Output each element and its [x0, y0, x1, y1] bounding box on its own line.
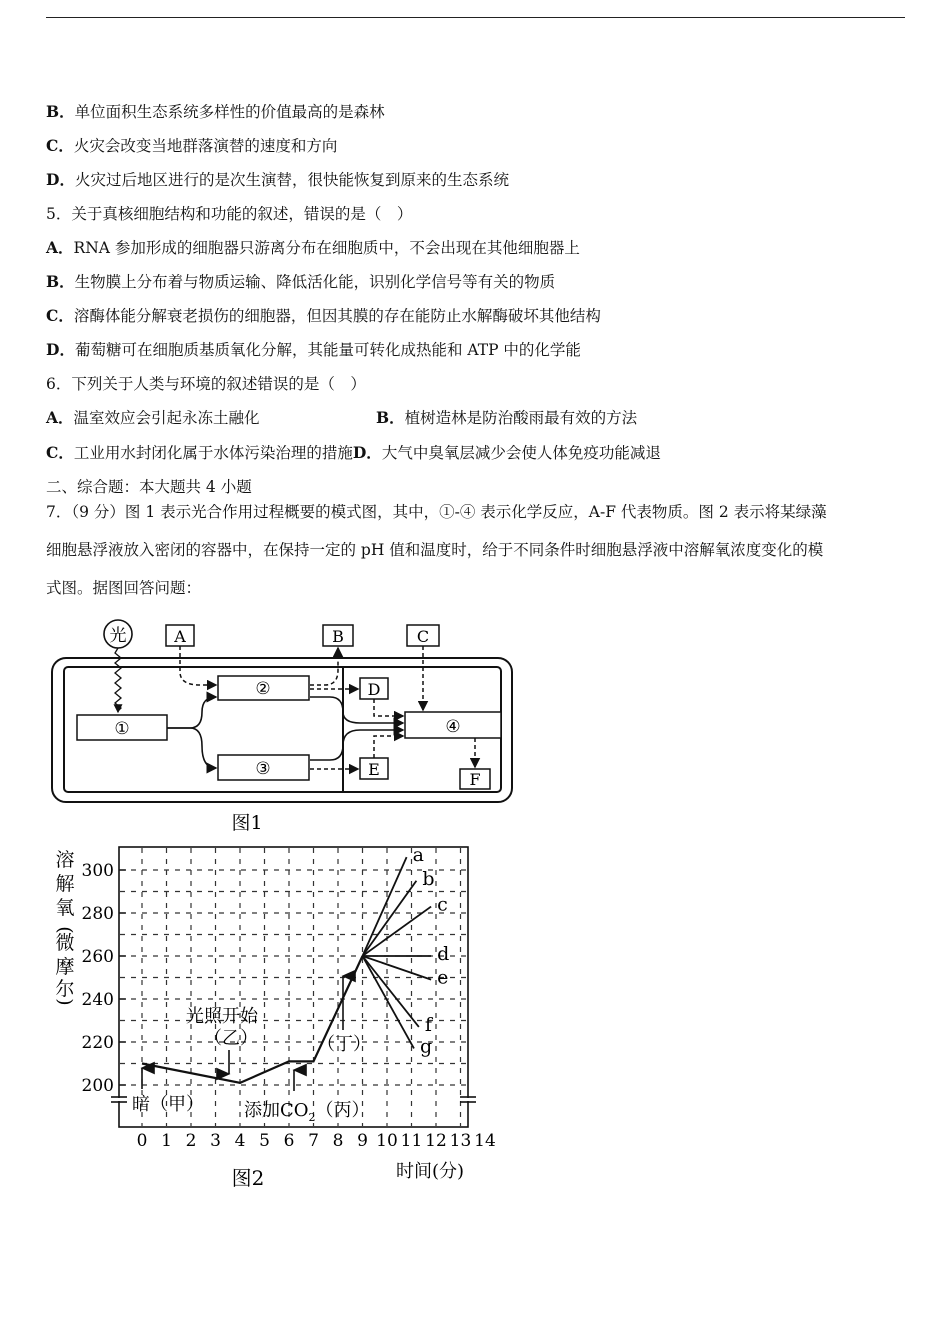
- y-tick-label: 220: [81, 1033, 114, 1053]
- figure-2-caption: 图2: [231, 1166, 265, 1190]
- x-tick-label: 10: [376, 1131, 398, 1151]
- y-label-char: 摩: [55, 956, 75, 978]
- x-tick-label: 14: [474, 1131, 496, 1151]
- y-tick-label: 300: [81, 861, 114, 881]
- x-tick-label: 9: [357, 1131, 368, 1151]
- x-tick-label: 7: [308, 1131, 319, 1151]
- q6-stem: 6．下列关于人类与环境的叙述错误的是（ ）: [46, 375, 366, 393]
- x-tick-label: 8: [332, 1131, 344, 1151]
- q5-option-a: A．RNA 参加形成的细胞器只游离分布在细胞质中，不会出现在其他细胞器上: [46, 238, 580, 257]
- y-tick-label: 260: [81, 947, 114, 967]
- q5-stem: 5．关于真核细胞结构和功能的叙述，错误的是（ ）: [46, 205, 413, 223]
- x-axis-label: 时间(分): [395, 1161, 465, 1182]
- x-tick-label: 5: [259, 1131, 270, 1151]
- branch-line-b: [363, 881, 417, 956]
- q6-option-c: C．工业用水封闭化属于水体污染治理的措施: [46, 443, 353, 462]
- box-c-label: C: [416, 627, 430, 646]
- reaction-1-label: ①: [114, 719, 130, 739]
- reaction-3-label: ③: [255, 759, 271, 779]
- x-tick-label: 6: [283, 1131, 295, 1151]
- branch-label-b: b: [422, 867, 435, 890]
- branch-label-e: e: [437, 966, 449, 989]
- annotation-dark: 暗（甲）: [132, 1094, 204, 1115]
- y-label-char: 解: [55, 873, 75, 895]
- branch-label-a: a: [412, 844, 424, 867]
- y-label-char: 氧: [55, 897, 75, 919]
- y-tick-label: 200: [81, 1076, 114, 1096]
- reaction-4-label: ④: [445, 717, 461, 737]
- y-label-char: 微: [55, 932, 75, 954]
- x-tick-label: 13: [449, 1131, 472, 1151]
- x-tick-label: 12: [425, 1131, 447, 1151]
- q6-option-d: D．大气中臭氧层减少会使人体免疫功能减退: [352, 443, 661, 462]
- option-c-prev: C．火灾会改变当地群落演替的速度和方向: [46, 136, 338, 155]
- box-e-label: E: [368, 760, 380, 779]
- q7-line-2: 细胞悬浮液放入密闭的容器中，在保持一定的 pH 值和温度时，给于不同条件时细胞悬浮液中溶解氧浓度变化的模: [46, 541, 824, 559]
- y-tick-label: 240: [81, 990, 114, 1010]
- q5-option-c: C．溶酶体能分解衰老损伤的细胞器，但因其膜的存在能防止水解酶破坏其他结构: [46, 306, 601, 325]
- x-tick-label: 3: [210, 1131, 221, 1151]
- q6-option-a: A．温室效应会引起永冻土融化: [46, 408, 260, 427]
- y-label-char: 溶: [55, 849, 75, 871]
- branch-label-g: g: [419, 1035, 433, 1058]
- y-label-char: 尔: [55, 978, 75, 1000]
- q6-option-b: B．植树造林是防治酸雨最有效的方法: [376, 408, 638, 427]
- x-tick-label: 4: [234, 1131, 246, 1151]
- q7-line-3: 式图。据图回答问题：: [46, 579, 202, 597]
- section-heading: 二、综合题：本大题共 4 小题: [46, 478, 252, 496]
- x-tick-label: 2: [185, 1131, 197, 1151]
- x-tick-label: 0: [136, 1131, 148, 1151]
- figure-1-caption: 图1: [231, 812, 263, 834]
- y-axis-label: [54, 849, 76, 1006]
- y-label-char: (: [54, 926, 76, 934]
- x-tick-label: 11: [400, 1131, 423, 1151]
- branch-label-f: f: [424, 1013, 432, 1036]
- box-a-label: A: [174, 627, 186, 646]
- y-label-char: ): [54, 998, 76, 1006]
- annotation-co2: 添加$CO_2$（丙）: [244, 1100, 370, 1124]
- y-tick-label: 280: [81, 904, 114, 924]
- reaction-2-label: ②: [255, 679, 271, 699]
- annotation-ding: （丁）: [317, 1034, 371, 1055]
- q5-option-d: D．葡萄糖可在细胞质基质氧化分解，其能量可转化成热能和 ATP 中的化学能: [46, 340, 581, 359]
- box-f-label: F: [469, 770, 481, 789]
- q5-option-b: B．生物膜上分布着与物质运输、降低活化能，识别化学信号等有关的物质: [46, 272, 556, 291]
- box-d-label: D: [367, 680, 381, 699]
- light-label: 光: [109, 626, 127, 646]
- q7-line-1: 7．（9 分）图 1 表示光合作用过程概要的模式图，其中，①-④ 表示化学反应，A-F 代表物质。图 2 表示将某绿藻: [46, 503, 827, 521]
- branch-label-d: d: [437, 943, 450, 965]
- branch-label-c: c: [437, 893, 448, 916]
- annotation-light-start: 光照开始: [186, 1006, 258, 1027]
- annotation-yi: （乙）: [204, 1028, 258, 1049]
- box-b-label: B: [332, 627, 344, 646]
- option-d-prev: D．火灾过后地区进行的是次生演替，很快能恢复到原来的生态系统: [46, 170, 509, 189]
- x-tick-label: 1: [161, 1131, 172, 1151]
- option-b-prev: B．单位面积生态系统多样性的价值最高的是森林: [46, 102, 385, 121]
